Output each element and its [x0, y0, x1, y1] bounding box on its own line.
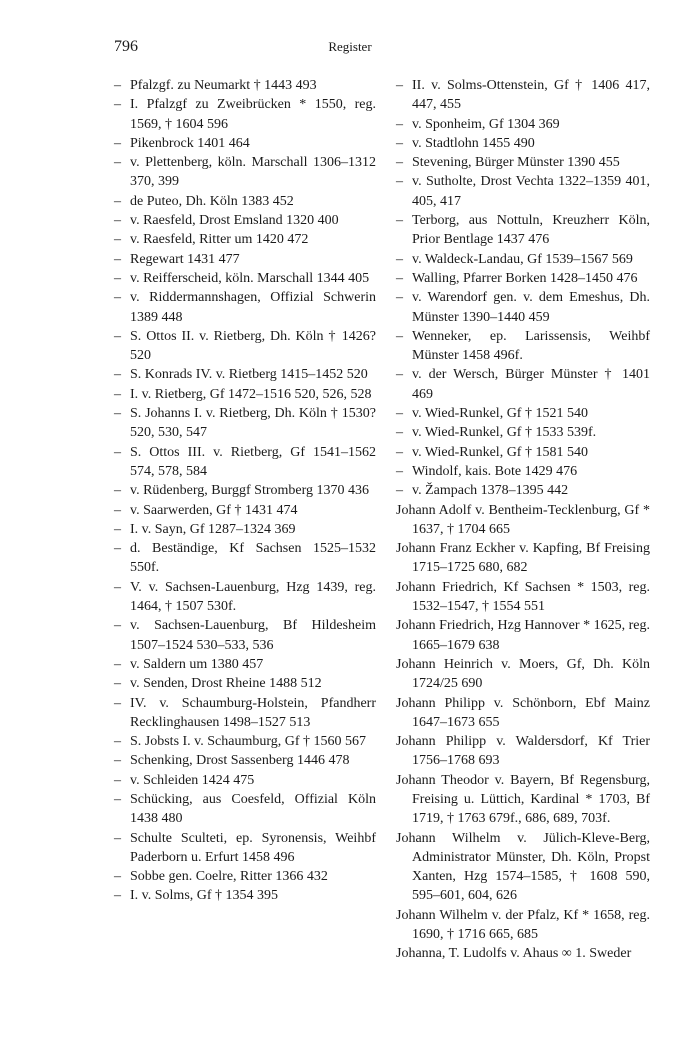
- index-entry-text: Johann Wilhelm v. der Pfalz, Kf * 1658, reg. 1690, † 1716 665, 685: [396, 907, 650, 943]
- index-entry: [114, 694, 376, 733]
- index-entry: [114, 771, 376, 790]
- index-entry-text: Schücking, aus Coesfeld, Offizial Köln 1438 480: [130, 791, 376, 827]
- index-entry: [114, 616, 376, 655]
- index-entry-text: v. der Wersch, Bürger Münster † 1401 469: [412, 367, 650, 402]
- index-entry-text: S. Ottos II. v. Rietberg, Dh. Köln † 1426? 520: [130, 328, 376, 364]
- index-entry: [396, 578, 650, 617]
- index-entry: [396, 906, 650, 945]
- index-column-left: [114, 76, 376, 906]
- index-entry: [114, 211, 376, 230]
- index-entry: [396, 944, 650, 963]
- index-entry-text: S. Jobsts I. v. Schaumburg, Gf † 1560 567: [130, 734, 367, 750]
- index-entry-text: v. Sponheim, Gf 1304 369: [412, 116, 560, 132]
- index-entry: [396, 462, 650, 481]
- index-entry: [114, 76, 376, 95]
- index-entry-text: v. Reifferscheid, köln. Marschall 1344 405: [130, 270, 370, 286]
- index-entry-text: de Puteo, Dh. Köln 1383 452: [130, 193, 294, 209]
- index-entry: [114, 404, 376, 443]
- index-entry-text: Regewart 1431 477: [130, 251, 240, 267]
- index-column-right: [396, 76, 650, 964]
- index-entry-text: V. v. Sachsen-Lauenburg, Hzg 1439, reg. 1464, † 1507 530f.: [130, 579, 376, 615]
- index-entry: [114, 578, 376, 617]
- index-entry-text: v. Plettenberg, köln. Marschall 1306–1312 370, 399: [130, 155, 376, 190]
- index-entry: [114, 481, 376, 500]
- index-entry-text: Pikenbrock 1401 464: [130, 135, 250, 151]
- index-entry: [396, 269, 650, 288]
- index-entry-text: v. Wied-Runkel, Gf † 1521 540: [412, 406, 588, 422]
- index-entry-text: Terborg, aus Nottuln, Kreuzherr Köln, Prior Bentlage 1437 476: [412, 213, 650, 248]
- index-entry: [114, 539, 376, 578]
- index-entry-text: II. v. Solms-Ottenstein, Gf † 1406 417, 447, 455: [412, 78, 650, 113]
- index-entry-text: v. Saarwerden, Gf † 1431 474: [130, 502, 298, 518]
- index-entry: [114, 829, 376, 868]
- index-entry-text: Stevening, Bürger Münster 1390 455: [412, 155, 620, 171]
- index-entry: [114, 134, 376, 153]
- index-entry-text: v. Senden, Drost Rheine 1488 512: [130, 676, 322, 692]
- index-entry: [396, 443, 650, 462]
- index-entry: [396, 250, 650, 269]
- index-entry: [114, 867, 376, 886]
- index-entry-text: Wenneker, ep. Larissensis, Weihbf Münster 1458 496f.: [412, 328, 650, 364]
- index-entry: [396, 501, 650, 540]
- index-entry-text: Pfalzgf. zu Neumarkt † 1443 493: [130, 78, 317, 93]
- index-entry: [396, 732, 650, 771]
- index-entry: [114, 192, 376, 211]
- index-entry: [114, 790, 376, 829]
- index-entry: [396, 423, 650, 442]
- index-entry-text: v. Waldeck-Landau, Gf 1539–1567 569: [412, 251, 633, 267]
- index-entry: [114, 520, 376, 539]
- index-entry-text: v. Raesfeld, Ritter um 1420 472: [130, 232, 309, 248]
- index-entry-text: S. Konrads IV. v. Rietberg 1415–1452 520: [130, 367, 368, 383]
- index-entry-text: v. Warendorf gen. v. dem Emeshus, Dh. Münster 1390–1440 459: [412, 290, 650, 325]
- index-entry-text: Johann Adolf v. Bentheim-Tecklenburg, Gf * 1637, † 1704 665: [396, 502, 650, 537]
- index-entry-text: Johann Friedrich, Kf Sachsen * 1503, reg. 1532–1547, † 1554 551: [396, 579, 650, 615]
- index-entry: [396, 288, 650, 327]
- index-entry: [396, 616, 650, 655]
- index-entry: [396, 771, 650, 829]
- index-entry: [114, 269, 376, 288]
- index-entry: [114, 732, 376, 751]
- index-entry-text: v. Riddermannshagen, Offizial Schwerin 1389 448: [130, 290, 376, 325]
- index-entry-text: I. v. Rietberg, Gf 1472–1516 520, 526, 528: [130, 386, 372, 402]
- running-head: Register: [328, 39, 372, 54]
- index-entry-text: I. Pfalzgf zu Zweibrücken * 1550, reg. 1569, † 1604 596: [130, 97, 376, 132]
- index-entry-text: v. Žampach 1378–1395 442: [412, 483, 569, 499]
- index-entry: [396, 481, 650, 500]
- index-entry: [396, 327, 650, 366]
- index-entry: [396, 539, 650, 578]
- index-entry: [114, 327, 376, 366]
- index-entry-text: S. Johanns I. v. Rietberg, Dh. Köln † 1530? 520, 530, 547: [130, 406, 376, 441]
- index-entry-text: I. v. Sayn, Gf 1287–1324 369: [130, 521, 296, 537]
- index-entry: [114, 250, 376, 269]
- index-entry-text: Johanna, T. Ludolfs v. Ahaus ∞ 1. Sweder: [396, 946, 632, 962]
- index-entry: [114, 385, 376, 404]
- index-entry-text: v. Wied-Runkel, Gf † 1533 539f.: [412, 425, 597, 441]
- index-entry-text: d. Beständige, Kf Sachsen 1525–1532 550f.: [130, 541, 376, 576]
- index-entry-text: Walling, Pfarrer Borken 1428–1450 476: [412, 270, 638, 286]
- index-entry-text: Johann Franz Eckher v. Kapfing, Bf Freising 1715–1725 680, 682: [396, 541, 650, 576]
- index-entry: [396, 211, 650, 250]
- index-entry: [396, 134, 650, 153]
- index-entry: [114, 288, 376, 327]
- index-entry-text: v. Saldern um 1380 457: [130, 656, 264, 672]
- index-entry: [114, 674, 376, 693]
- index-entry: [114, 501, 376, 520]
- index-entry: [114, 365, 376, 384]
- index-entry-text: Schenking, Drost Sassenberg 1446 478: [130, 753, 350, 769]
- index-entry-text: Johann Heinrich v. Moers, Gf, Dh. Köln 1724/25 690: [396, 656, 650, 692]
- index-entry: [396, 153, 650, 172]
- index-entry-text: v. Wied-Runkel, Gf † 1581 540: [412, 444, 588, 460]
- index-entry: [396, 404, 650, 423]
- index-entry: [114, 95, 376, 134]
- index-entry-text: v. Raesfeld, Drost Emsland 1320 400: [130, 213, 339, 229]
- index-entry-text: S. Ottos III. v. Rietberg, Gf 1541–1562 574, 578, 584: [130, 444, 376, 479]
- index-entry-text: Schulte Sculteti, ep. Syronensis, Weihbf Paderborn u. Erfurt 1458 496: [130, 830, 376, 865]
- index-entry: [396, 829, 650, 906]
- index-entry: [114, 655, 376, 674]
- index-entry: [396, 76, 650, 115]
- index-entry-text: I. v. Solms, Gf † 1354 395: [130, 888, 279, 904]
- index-entry: [114, 751, 376, 770]
- index-entry-text: Johann Theodor v. Bayern, Bf Regensburg, Freising u. Lüttich, Kardinal * 1703, Bf 1719, † 1763 679f., 686, 689, 703f.: [396, 772, 650, 827]
- index-entry-text: Windolf, kais. Bote 1429 476: [412, 463, 578, 479]
- index-entry-text: Johann Philipp v. Schönborn, Ebf Mainz 1647–1673 655: [396, 695, 650, 730]
- index-entry: [396, 655, 650, 694]
- index-entry-text: v. Schleiden 1424 475: [130, 772, 255, 788]
- index-entry-text: Johann Friedrich, Hzg Hannover * 1625, reg. 1665–1679 638: [396, 618, 650, 653]
- index-entry-text: v. Sutholte, Drost Vechta 1322–1359 401, 405, 417: [412, 174, 650, 209]
- index-entry: [396, 115, 650, 134]
- index-entry-text: Johann Philipp v. Waldersdorf, Kf Trier 1756–1768 693: [396, 734, 650, 769]
- index-entry: [114, 886, 376, 905]
- index-entry-text: Johann Wilhelm v. Jülich-Kleve-Berg, Administrator Münster, Dh. Köln, Propst Xanten, Hzg 1574–1585, † 1608 590, 595–601, 604, 626: [396, 830, 650, 904]
- index-entry: [114, 230, 376, 249]
- index-entry: [114, 443, 376, 482]
- index-entry-text: IV. v. Schaumburg-Holstein, Pfandherr Recklinghausen 1498–1527 513: [130, 695, 376, 730]
- index-entry: [396, 172, 650, 211]
- index-entry-text: v. Sachsen-Lauenburg, Bf Hildesheim 1507–1524 530–533, 536: [130, 618, 376, 653]
- index-entry-text: Sobbe gen. Coelre, Ritter 1366 432: [130, 869, 328, 885]
- index-entry: [396, 694, 650, 733]
- index-entry: [114, 153, 376, 192]
- index-entry-text: v. Stadtlohn 1455 490: [412, 135, 535, 151]
- index-entry: [396, 365, 650, 404]
- index-entry-text: v. Rüdenberg, Burggf Stromberg 1370 436: [130, 483, 370, 499]
- page-number: 796: [114, 38, 138, 55]
